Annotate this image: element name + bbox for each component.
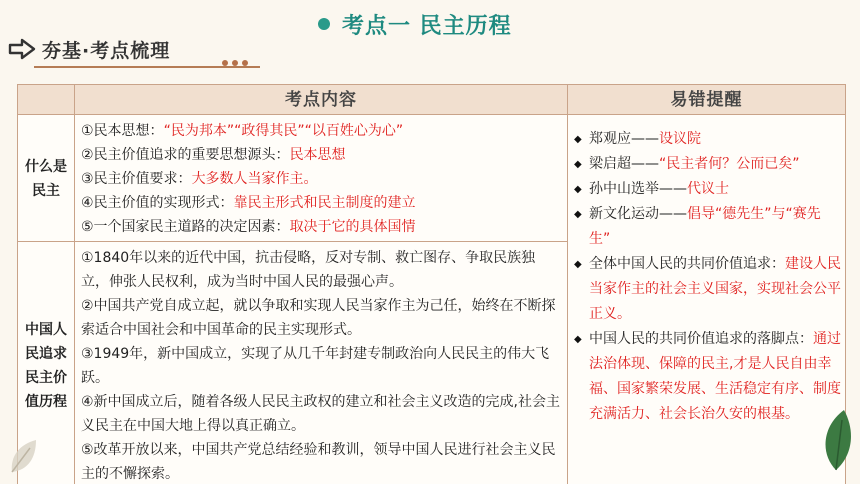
highlight-text: “民主者何？公而已矣”: [659, 156, 800, 172]
leaf-icon: [8, 438, 40, 474]
highlight-text: 倡导“德先生”与“赛先生”: [589, 206, 821, 247]
content-text: ①1840年以来的近代中国，抗击侵略，反对专制、救亡图存、争取民族独立，伸张人民权利，成为当时中国人民的最强心声。: [81, 250, 536, 290]
content-text: ⑤改革开放以来，中国共产党总结经验和教训，领导中国人民进行社会主义民主的不懈探索。: [81, 442, 556, 482]
tip-item: [574, 252, 841, 327]
tip-text: [589, 252, 841, 327]
tip-label: 郑观应——: [589, 131, 659, 147]
tip-label: 孙中山选举——: [589, 181, 687, 197]
content-item: [81, 294, 561, 342]
tip-label: 梁启超——: [589, 156, 659, 172]
tip-text: [589, 127, 841, 152]
content-item: [81, 390, 561, 438]
section-subtitle: 夯基·考点梳理: [42, 39, 171, 62]
section-subtitle-block: [8, 34, 170, 64]
highlight-text: 建设人民当家作主的社会主义国家，实现社会公平正义。: [589, 256, 841, 322]
content-item: [81, 215, 561, 239]
content-text: ④民主价值的实现形式：: [81, 195, 234, 211]
content-text: ③1949年，新中国成立，实现了从几千年封建专制政治向人民民主的伟大飞跃。: [81, 346, 550, 386]
content-item: [81, 438, 561, 484]
content-text: ④新中国成立后，随着各级人民民主政权的建立和社会主义改造的完成,社会主义民主在中国大地上得以真正确立。: [81, 394, 560, 434]
content-table: [17, 84, 846, 484]
header-tips: 易错提醒: [568, 85, 846, 115]
page-title: 考点一 民主历程: [342, 13, 512, 39]
tip-label: 新文化运动——: [589, 206, 687, 222]
content-item: [81, 119, 561, 143]
tip-text: [589, 152, 841, 177]
diamond-bullet-icon: ◆: [574, 209, 582, 220]
content-text: ①民本思想：: [81, 123, 164, 139]
header-content: 考点内容: [75, 85, 568, 115]
leaf-icon: [818, 406, 854, 472]
highlight-text: 代议士: [687, 181, 729, 197]
content-cell-history: [75, 242, 568, 484]
row-label-what-is-democracy: 什么是民主: [18, 115, 75, 242]
tip-item: [574, 327, 841, 427]
diamond-bullet-icon: ◆: [574, 134, 582, 145]
content-item: [81, 143, 561, 167]
diamond-bullet-icon: ◆: [574, 259, 582, 270]
content-item: [81, 191, 561, 215]
tip-text: [589, 177, 841, 202]
highlight-text: 大多数人当家作主。: [191, 171, 318, 187]
tip-text: [589, 202, 841, 252]
highlight-text: “民为邦本”“政得其民”“以百姓心为心”: [163, 123, 404, 139]
content-text: ②中国共产党自成立起，就以争取和实现人民当家作主为己任，始终在不断探索适合中国社会和中国革命的民主实现形式。: [81, 298, 556, 338]
tip-text: [589, 327, 841, 427]
highlight-text: 靠民主形式和民主制度的建立: [233, 195, 416, 211]
header-empty: [18, 85, 75, 115]
highlight-text: 通过法治体现、保障的民主,才是人民自由幸福、国家繁荣发展、生活稳定有序、制度充满活力、社会长治久安的根基。: [589, 331, 841, 422]
content-cell-what-is-democracy: [75, 115, 568, 242]
tip-item: [574, 152, 841, 177]
highlight-text: 取决于它的具体国情: [289, 219, 416, 235]
decor-dots: [222, 60, 248, 66]
content-item: [81, 167, 561, 191]
content-item: [81, 246, 561, 294]
tip-label: 全体中国人民的共同价值追求：: [589, 256, 785, 272]
content-text: ⑤一个国家民主道路的决定因素：: [81, 219, 290, 235]
tip-item: [574, 127, 841, 152]
diamond-bullet-icon: ◆: [574, 334, 582, 345]
highlight-text: 民本思想: [289, 147, 346, 163]
subtitle-underline: [34, 66, 260, 68]
page-title-block: [318, 8, 512, 40]
highlight-text: 设议院: [659, 131, 701, 147]
tip-item: [574, 177, 841, 202]
tip-item: [574, 202, 841, 252]
row-label-history: 中国人民追求民主价值历程: [18, 242, 75, 484]
arrow-right-outline-icon: [8, 38, 36, 60]
content-item: [81, 342, 561, 390]
diamond-bullet-icon: ◆: [574, 184, 582, 195]
tips-cell: [568, 115, 846, 484]
content-text: ②民主价值追求的重要思想源头：: [81, 147, 290, 163]
diamond-bullet-icon: ◆: [574, 159, 582, 170]
tip-label: 中国人民的共同价值追求的落脚点：: [589, 331, 813, 347]
content-text: ③民主价值要求：: [81, 171, 192, 187]
title-dot-icon: [318, 18, 330, 30]
